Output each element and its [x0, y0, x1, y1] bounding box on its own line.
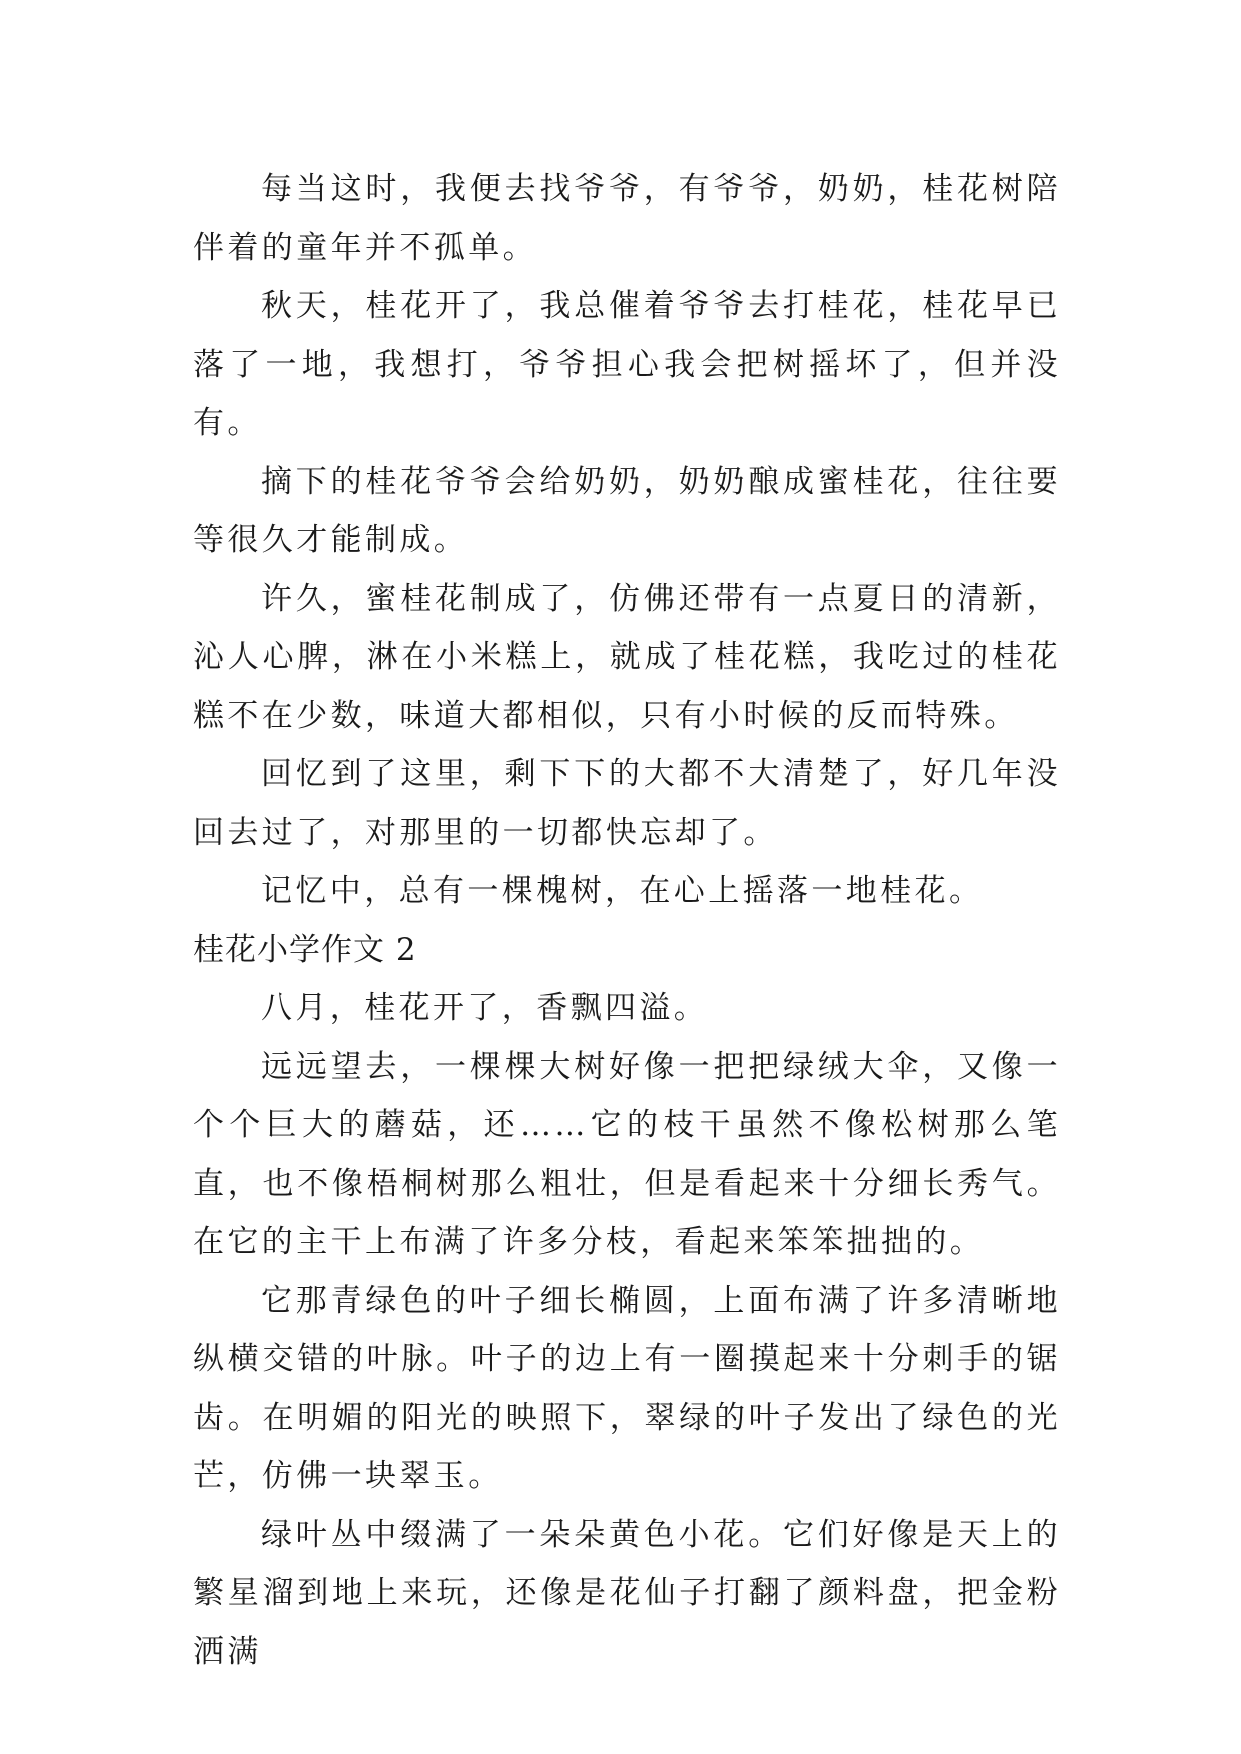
- paragraph: 秋天，桂花开了，我总催着爷爷去打桂花，桂花早已落了一地，我想打，爷爷担心我会把树摇坏了，但并没有。: [193, 288, 1061, 441]
- paragraph: 八月，桂花开了，香飘四溢。: [261, 990, 709, 1026]
- paragraph: 记忆中，总有一棵槐树，在心上摇落一地桂花。: [261, 873, 984, 909]
- paragraph: 绿叶丛中缀满了一朵朵黄色小花。它们好像是天上的繁星溜到地上来玩，还像是花仙子打翻了颜料盘，把金粉洒满: [193, 1516, 1061, 1670]
- document-body: [193, 160, 1061, 1681]
- section-title: 桂花小学作文 2: [193, 931, 417, 968]
- paragraph: 回忆到了这里，剩下下的大都不大清楚了，好几年没回去过了，对那里的一切都快忘却了。: [193, 756, 1061, 851]
- paragraph: 远远望去，一棵棵大树好像一把把绿绒大伞，又像一个个巨大的蘑菇，还……它的枝干虽然不像松树那么笔直，也不像梧桐树那么粗壮，但是看起来十分细长秀气。在它的主干上布满了许多分枝，看起来笨笨拙拙的。: [193, 1048, 1061, 1260]
- paragraph: 它那青绿色的叶子细长椭圆，上面布满了许多清晰地纵横交错的叶脉。叶子的边上有一圈摸起来十分刺手的锯齿。在明媚的阳光的映照下，翠绿的叶子发出了绿色的光芒，仿佛一块翠玉。: [193, 1282, 1061, 1494]
- paragraph: 摘下的桂花爷爷会给奶奶，奶奶酿成蜜桂花，往往要等很久才能制成。: [193, 463, 1061, 558]
- paragraph: 每当这时，我便去找爷爷，有爷爷，奶奶，桂花树陪伴着的童年并不孤单。: [193, 171, 1061, 266]
- paragraph: 许久，蜜桂花制成了，仿佛还带有一点夏日的清新，沁人心脾，淋在小米糕上，就成了桂花糕，我吃过的桂花糕不在少数，味道大都相似，只有小时候的反而特殊。: [193, 580, 1061, 734]
